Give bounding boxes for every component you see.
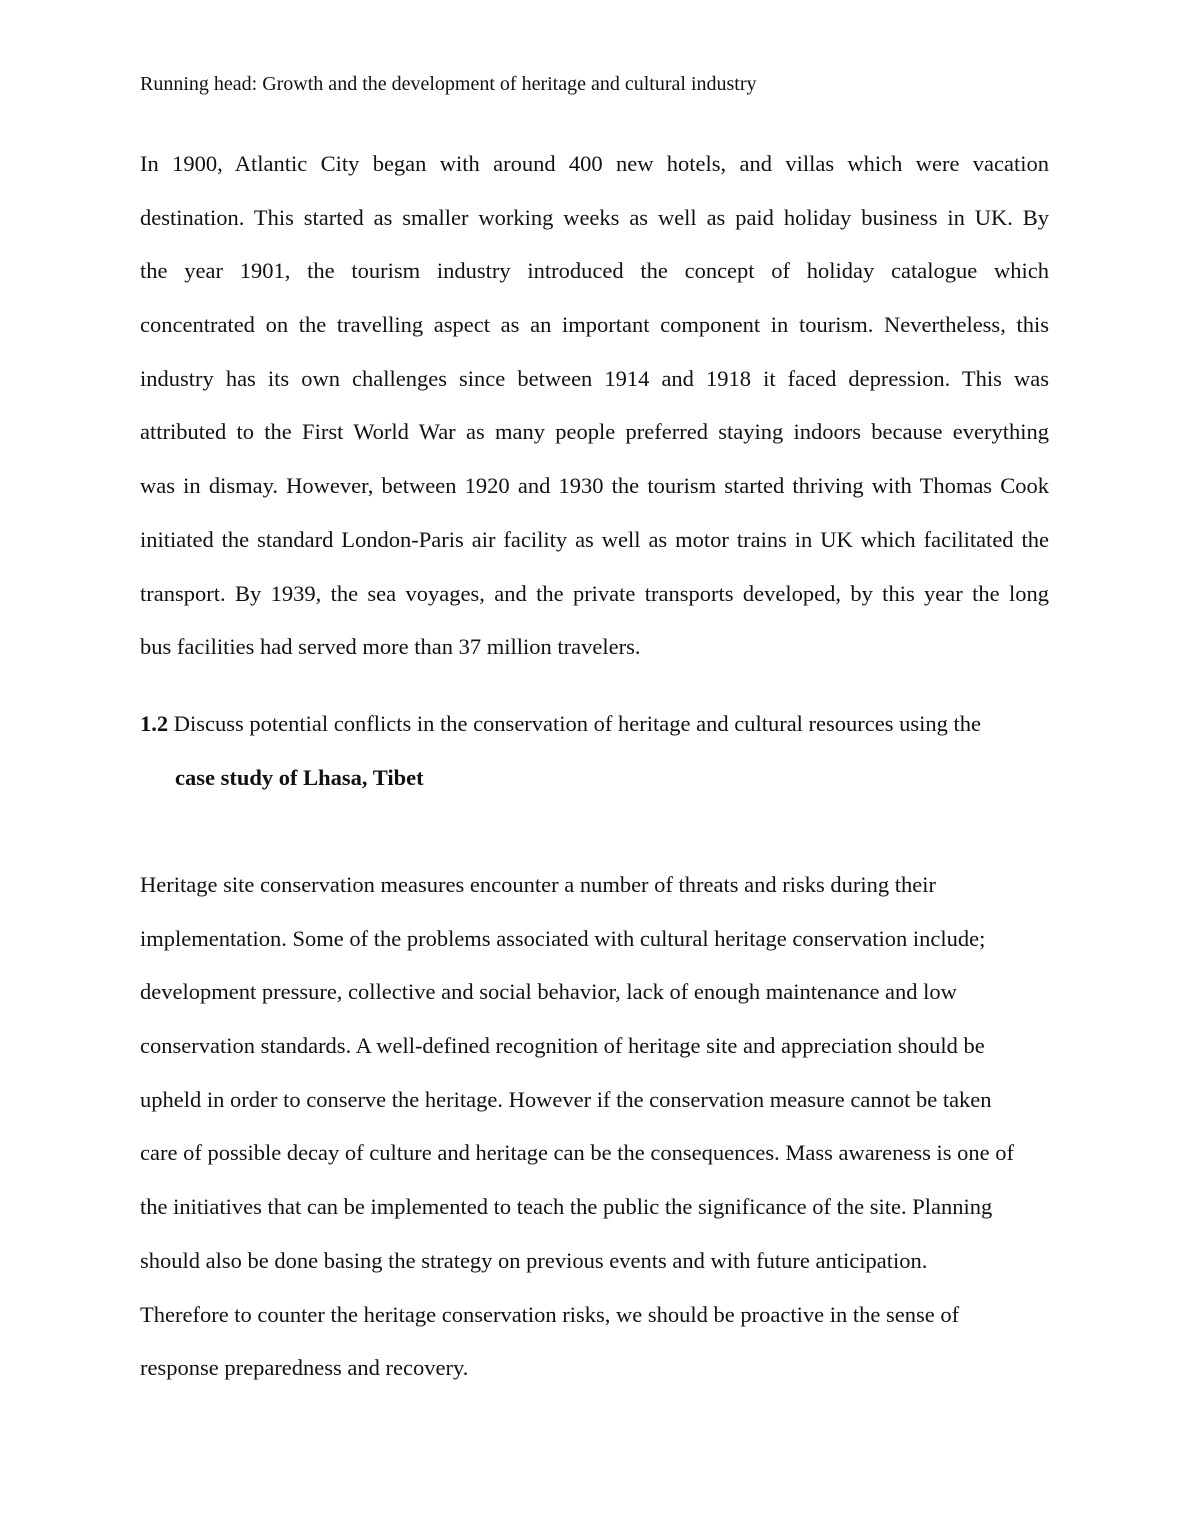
text-line: upheld in order to conserve the heritage. However if the conservation measure cannot be taken xyxy=(140,1086,992,1112)
text-line: transport. By 1939, the sea voyages, and the private transports developed, by this year the long xyxy=(140,580,1049,606)
text-line: Therefore to counter the heritage conservation risks, we should be proactive in the sense of xyxy=(140,1301,960,1327)
text-line: bus facilities had served more than 37 million travelers. xyxy=(140,634,641,660)
section-number: 1.2 xyxy=(140,711,169,736)
heading-line-1 xyxy=(140,697,1049,751)
text-line: conservation standards. A well-defined recognition of heritage site and appreciation should be xyxy=(140,1033,985,1059)
text-line: destination. This started as smaller working weeks as well as paid holiday business in UK. By xyxy=(140,204,1049,230)
text-line: the initiatives that can be implemented to teach the public the significance of the site. Planning xyxy=(140,1194,993,1220)
text-line: initiated the standard London-Paris air facility as well as motor trains in UK which facilitated the xyxy=(140,526,1049,552)
section-heading xyxy=(140,697,1049,804)
text-line: In 1900, Atlantic City began with around 400 new hotels, and villas which were vacation xyxy=(140,151,1049,176)
heading-line-2: case study of Lhasa, Tibet xyxy=(175,764,424,790)
text-line: Heritage site conservation measures encounter a number of threats and risks during their xyxy=(140,872,936,897)
text-line: development pressure, collective and social behavior, lack of enough maintenance and low xyxy=(140,979,957,1005)
text-line: attributed to the First World War as many people preferred staying indoors because everything xyxy=(140,419,1049,445)
paragraph-history xyxy=(140,137,1049,674)
text-line: concentrated on the travelling aspect as an important component in tourism. Nevertheless, this xyxy=(140,312,1049,338)
text-line: care of possible decay of culture and heritage can be the consequences. Mass awareness is one of xyxy=(140,1140,1015,1166)
text-line: response preparedness and recovery. xyxy=(140,1355,469,1381)
paragraph-conservation xyxy=(140,858,1049,1395)
running-head: Running head: Growth and the development of heritage and cultural industry xyxy=(140,73,757,95)
text-line: implementation. Some of the problems associated with cultural heritage conservation include; xyxy=(140,925,986,951)
heading-text: Discuss potential conflicts in the conservation of heritage and cultural resources using the xyxy=(173,711,982,736)
text-line: was in dismay. However, between 1920 and 1930 the tourism started thriving with Thomas Cook xyxy=(140,473,1049,499)
text-line: industry has its own challenges since between 1914 and 1918 it faced depression. This was xyxy=(140,365,1049,391)
text-line: the year 1901, the tourism industry introduced the concept of holiday catalogue which xyxy=(140,258,1049,284)
text-line: should also be done basing the strategy on previous events and with future anticipation. xyxy=(140,1247,928,1273)
